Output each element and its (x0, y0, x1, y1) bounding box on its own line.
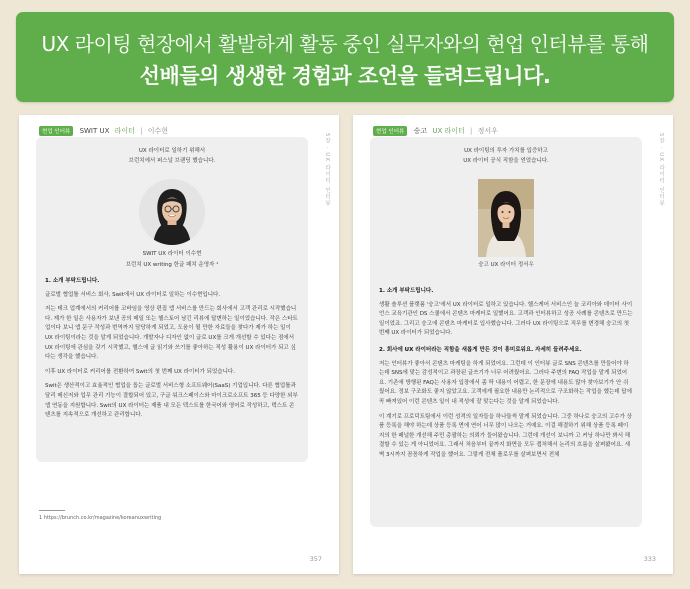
portrait-illustration (139, 179, 205, 245)
answer-paragraph: 저는 테크 업계에서의 커리어를 코바임을 영상 편집 앱 서비스를 만드는 회사에서 고객 관리로 시작했습니다. 제가 한 일은 사용자가 보낸 공의 메일 또는 헬스토어 남긴 리뷰에 답변하는 일이었습니다. 작은 스타트업이다 보니 앱 문구 작성과 번역까지 담당하게 되었고, 도움이 될 만한 자료들을 찾다가 제가 하는 일이 UX 라이팅이라는 것을 알게 되었습니다. 개발자나 디자인 없이 글로 UX를 크게 개선할 수 있다는 점에서 UX 라이팅에 관심을 갖기 시작했고, 헬스에 글 읽기와 쓰기를 좋아하는 적성 활용이 UX 라이터가 되고 싶다는 생각을 했습니다. (45, 306, 298, 361)
caption-line: 숭고 UX 라이터 정서우 (478, 262, 534, 268)
company-name: SWIT UX (79, 127, 110, 135)
intro-line: UX 라이터 공식 직함을 얻었습니다. (463, 158, 549, 164)
footnote: 1 https://brunch.co.kr/magazine/koreanuxwriting (39, 515, 162, 521)
answer-paragraph: 글로벌 협업툴 서비스 회사, Swit에서 UX 라이터로 일하는 이수현입니다. (45, 291, 221, 298)
company-name: 숭고 (413, 127, 428, 135)
intro-line: UX 라이팅의 투자 가치를 입증하고 (464, 148, 548, 154)
header-divider: | (140, 127, 143, 135)
caption-line: SWIT UX 라이터 이수현 (142, 251, 202, 257)
footnote-rule (39, 510, 65, 511)
interview-box (370, 137, 642, 527)
banner-line-2: 선배들의 생생한 경험과 조언을 들려드립니다. (139, 64, 551, 88)
answer-paragraph: 생활 솔루션 플랫폼 '숭고'에서 UX 라이터로 일하고 있습니다. 헬스케어 서비스인 늘 코리아와 데이터 사이언스 교육기관인 DS 스쿨에서 콘텐츠 마케터로 일했어요. 고객과 인터뷰하고 성공 사례를 콘텐츠로 만드는 일이었죠. 그리고 숭고에 콘텐츠 마케터로 입사했습니다. 그러다 UX 라이팅으로 직무를 변경해 숭고의 첫 번째 UX 라이터가 되었습니다. (379, 301, 633, 337)
question-1: 1. 소개 부탁드립니다. (379, 288, 434, 294)
intro-line: UX 라이터로 일하기 위해서 (138, 148, 206, 154)
caption-line: 브런치 UX writing 한글 패치 운영자 ¹ (125, 262, 219, 268)
qa-section (379, 287, 633, 466)
job-title: 라이터 (114, 127, 135, 135)
interview-badge: 현업 인터뷰 (373, 126, 407, 136)
header-banner (16, 12, 674, 102)
interview-badge: 현업 인터뷰 (39, 126, 73, 136)
question-2: 2. 회사에 UX 라이터라는 직함을 새롭게 만든 것이 흥미로워요. 자세히 들려주세요. (379, 346, 582, 353)
header-divider: | (470, 127, 473, 135)
photo-caption (370, 260, 642, 271)
page-number: 357 (309, 555, 322, 563)
portrait-photo (139, 179, 205, 245)
interview-box (36, 137, 308, 462)
job-title: UX 라이터 (432, 127, 465, 135)
intro-text (370, 146, 642, 166)
page-number: 333 (643, 555, 656, 563)
photo-caption (36, 249, 308, 271)
running-head: 5장 · UX 라이터 인터뷰 (324, 133, 330, 207)
answer-paragraph: 이후 UX 라이터로 커리어를 전환하여 Swit의 첫 번째 UX 라이터가 되었습니다. (45, 368, 235, 375)
answer-paragraph: 저는 인터뷰가 좋아서 콘텐츠 마케팅을 하게 되었어요. 그런데 이 인터뷰 글로 SNS 콘텐츠를 만들어야 하는데 SNS에 맞는 감성적이고 과장된 글쓰기가 너무 어려웠어요. 그러다 주변의 FAQ 작업을 맡게 되었어요. 기존에 방행된 FAQ는 사용자 입장에서 좀 딱 내용이 어렵고, 한 문장에 내용도 많아 찾아보기가 안 쉬웠어요. 정보 구조화도 좋지 않았고요. 고객에게 필요한 내용만 논리적으로 구조화하는 작업을 했는데 답에 꼭 빠져있어 이런 콘텐츠 일이 내 적성에 잘 맞는다는 것을 알게 되었습니다. (379, 360, 632, 405)
portrait-illustration (478, 179, 534, 257)
interviewee-name: 이수현 (147, 127, 169, 135)
question-1: 1. 소개 부탁드립니다. (45, 278, 100, 284)
running-head: 5장 · UX 라이터 인터뷰 (658, 133, 664, 207)
answer-paragraph: 이 계기로 프로덕트팀에서 이런 성격의 일자들을 하나둘씩 맡게 되었습니다. 그중 하나로 숭고의 고수가 상품 등록을 해야 하는데 상품 등록 면에 연어 너무 많이 나오는 거예요. 이걸 해결하기 위해 상품 등록 페이지의 한 페널한 개선해 주민 총괄하는 의뢰가 들어왔습니다. 그런데 개선이 보니까 고 커닝 하나만 봐서 해결할 수 있는 게 아니었어요. 그래서 처음부터 끝까지 화면을 모두 캡처해서 논리의 흐름을 살펴봤어요. 새벽 3시까지 꼼꼼하게 작업을 했어요. 그렇게 전체 플로우를 살펴보면서 전체 (379, 413, 632, 458)
portrait-photo (478, 179, 534, 257)
qa-section (45, 277, 299, 426)
right-page (353, 115, 673, 574)
banner-line-1: UX 라이팅 현장에서 활발하게 활동 중인 실무자와의 현업 인터뷰를 통해 (41, 32, 649, 56)
intro-text (36, 146, 308, 166)
interviewee-name: 정서우 (477, 127, 498, 135)
intro-line: 브런치에서 퍼스널 브랜딩 했습니다. (128, 158, 216, 164)
left-page (19, 115, 339, 574)
answer-paragraph: Swit은 생산적이고 효율적인 협업을 돕는 글로벌 서비스형 소프트웨어(SaaS) 기업입니다. 다른 협업툴과 달리 메신저와 업무 관리 기능이 결합되어 있고, 구글 워크스페이스와 마이크로소프트 365 등 다양한 외부 앱 연동을 지원합니다. Swit의 UX 라이터는 제품 내 모든 텍스트를 한국어와 영어로 작성하고, 텍스트 콘텐츠를 지속적으로 개선하고 관리합니다. (45, 383, 298, 419)
